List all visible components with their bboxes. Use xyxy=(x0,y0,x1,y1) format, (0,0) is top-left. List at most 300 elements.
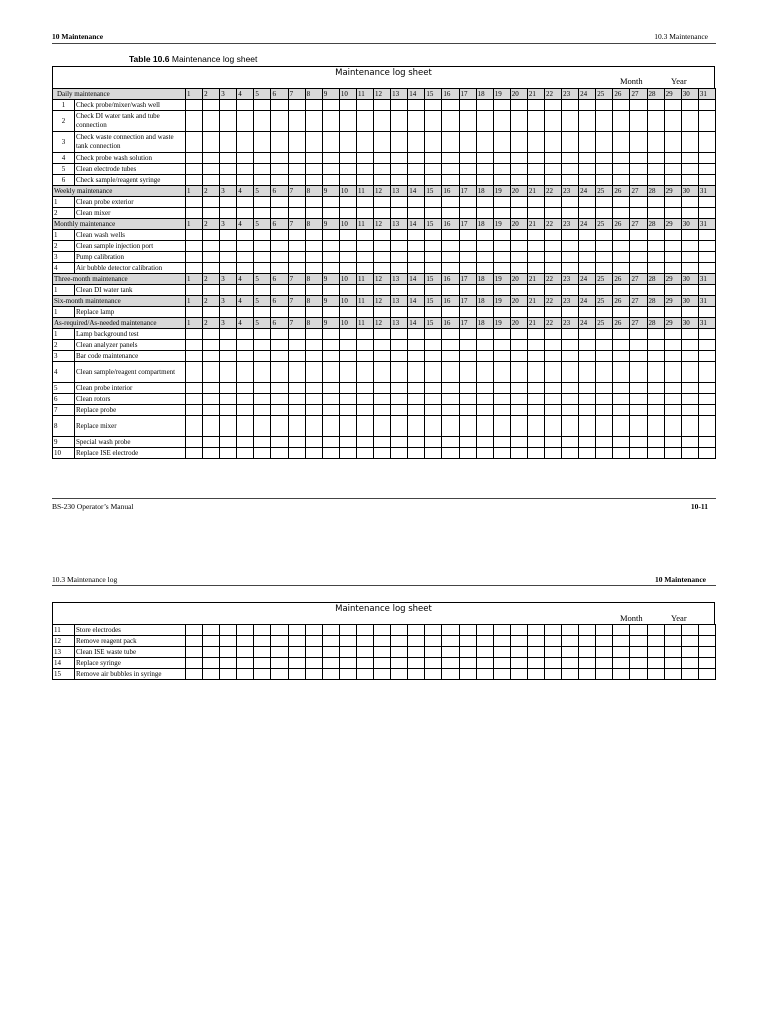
log-cell[interactable] xyxy=(493,252,510,263)
log-cell[interactable] xyxy=(186,394,203,405)
log-cell[interactable] xyxy=(237,416,254,437)
log-cell[interactable] xyxy=(305,100,322,111)
log-cell[interactable] xyxy=(356,153,373,164)
log-cell[interactable] xyxy=(186,658,203,669)
log-cell[interactable] xyxy=(356,208,373,219)
log-cell[interactable] xyxy=(220,153,237,164)
log-cell[interactable] xyxy=(493,132,510,153)
log-cell[interactable] xyxy=(579,208,596,219)
log-cell[interactable] xyxy=(254,625,271,636)
log-cell[interactable] xyxy=(510,329,527,340)
log-cell[interactable] xyxy=(305,351,322,362)
log-cell[interactable] xyxy=(203,208,220,219)
log-cell[interactable] xyxy=(459,405,476,416)
log-cell[interactable] xyxy=(237,307,254,318)
log-cell[interactable] xyxy=(220,329,237,340)
log-cell[interactable] xyxy=(681,448,698,459)
log-cell[interactable] xyxy=(630,416,647,437)
log-cell[interactable] xyxy=(408,362,425,383)
log-cell[interactable] xyxy=(271,111,288,132)
log-cell[interactable] xyxy=(408,329,425,340)
log-cell[interactable] xyxy=(562,351,579,362)
log-cell[interactable] xyxy=(305,307,322,318)
log-cell[interactable] xyxy=(476,132,493,153)
log-cell[interactable] xyxy=(271,405,288,416)
log-cell[interactable] xyxy=(425,285,442,296)
log-cell[interactable] xyxy=(203,625,220,636)
log-cell[interactable] xyxy=(305,111,322,132)
log-cell[interactable] xyxy=(698,448,715,459)
log-cell[interactable] xyxy=(203,100,220,111)
log-cell[interactable] xyxy=(237,448,254,459)
log-cell[interactable] xyxy=(220,416,237,437)
log-cell[interactable] xyxy=(322,669,339,680)
log-cell[interactable] xyxy=(356,383,373,394)
log-cell[interactable] xyxy=(220,405,237,416)
log-cell[interactable] xyxy=(562,252,579,263)
log-cell[interactable] xyxy=(237,241,254,252)
log-cell[interactable] xyxy=(391,405,408,416)
log-cell[interactable] xyxy=(681,647,698,658)
log-cell[interactable] xyxy=(220,197,237,208)
log-cell[interactable] xyxy=(544,658,561,669)
log-cell[interactable] xyxy=(562,285,579,296)
log-cell[interactable] xyxy=(459,636,476,647)
log-cell[interactable] xyxy=(322,351,339,362)
log-cell[interactable] xyxy=(544,111,561,132)
log-cell[interactable] xyxy=(596,416,613,437)
log-cell[interactable] xyxy=(425,647,442,658)
log-cell[interactable] xyxy=(237,175,254,186)
log-cell[interactable] xyxy=(562,153,579,164)
log-cell[interactable] xyxy=(254,100,271,111)
log-cell[interactable] xyxy=(322,230,339,241)
log-cell[interactable] xyxy=(305,658,322,669)
log-cell[interactable] xyxy=(237,100,254,111)
log-cell[interactable] xyxy=(647,658,664,669)
log-cell[interactable] xyxy=(527,197,544,208)
log-cell[interactable] xyxy=(579,307,596,318)
log-cell[interactable] xyxy=(562,448,579,459)
log-cell[interactable] xyxy=(562,197,579,208)
log-cell[interactable] xyxy=(544,351,561,362)
log-cell[interactable] xyxy=(527,132,544,153)
log-cell[interactable] xyxy=(237,647,254,658)
log-cell[interactable] xyxy=(220,437,237,448)
log-cell[interactable] xyxy=(237,669,254,680)
log-cell[interactable] xyxy=(237,405,254,416)
log-cell[interactable] xyxy=(613,197,630,208)
log-cell[interactable] xyxy=(613,437,630,448)
log-cell[interactable] xyxy=(613,263,630,274)
log-cell[interactable] xyxy=(374,285,391,296)
log-cell[interactable] xyxy=(374,416,391,437)
log-cell[interactable] xyxy=(356,340,373,351)
log-cell[interactable] xyxy=(425,307,442,318)
log-cell[interactable] xyxy=(203,416,220,437)
log-cell[interactable] xyxy=(271,285,288,296)
log-cell[interactable] xyxy=(544,241,561,252)
log-cell[interactable] xyxy=(630,263,647,274)
log-cell[interactable] xyxy=(271,340,288,351)
log-cell[interactable] xyxy=(579,636,596,647)
log-cell[interactable] xyxy=(459,197,476,208)
log-cell[interactable] xyxy=(442,647,459,658)
log-cell[interactable] xyxy=(681,340,698,351)
log-cell[interactable] xyxy=(647,241,664,252)
log-cell[interactable] xyxy=(391,394,408,405)
log-cell[interactable] xyxy=(254,362,271,383)
log-cell[interactable] xyxy=(442,153,459,164)
log-cell[interactable] xyxy=(579,394,596,405)
log-cell[interactable] xyxy=(510,636,527,647)
log-cell[interactable] xyxy=(339,658,356,669)
log-cell[interactable] xyxy=(562,230,579,241)
log-cell[interactable] xyxy=(493,416,510,437)
log-cell[interactable] xyxy=(664,100,681,111)
log-cell[interactable] xyxy=(391,263,408,274)
log-cell[interactable] xyxy=(544,362,561,383)
log-cell[interactable] xyxy=(476,285,493,296)
log-cell[interactable] xyxy=(698,252,715,263)
log-cell[interactable] xyxy=(544,263,561,274)
log-cell[interactable] xyxy=(493,647,510,658)
log-cell[interactable] xyxy=(459,658,476,669)
log-cell[interactable] xyxy=(579,669,596,680)
log-cell[interactable] xyxy=(391,153,408,164)
log-cell[interactable] xyxy=(288,263,305,274)
log-cell[interactable] xyxy=(339,416,356,437)
log-cell[interactable] xyxy=(356,164,373,175)
log-cell[interactable] xyxy=(459,175,476,186)
log-cell[interactable] xyxy=(527,252,544,263)
log-cell[interactable] xyxy=(203,636,220,647)
log-cell[interactable] xyxy=(476,636,493,647)
log-cell[interactable] xyxy=(527,448,544,459)
log-cell[interactable] xyxy=(630,625,647,636)
log-cell[interactable] xyxy=(442,175,459,186)
log-cell[interactable] xyxy=(339,394,356,405)
log-cell[interactable] xyxy=(459,132,476,153)
log-cell[interactable] xyxy=(664,437,681,448)
log-cell[interactable] xyxy=(203,383,220,394)
log-cell[interactable] xyxy=(220,340,237,351)
log-cell[interactable] xyxy=(356,307,373,318)
log-cell[interactable] xyxy=(425,252,442,263)
log-cell[interactable] xyxy=(391,351,408,362)
log-cell[interactable] xyxy=(527,625,544,636)
log-cell[interactable] xyxy=(220,100,237,111)
log-cell[interactable] xyxy=(203,437,220,448)
log-cell[interactable] xyxy=(476,230,493,241)
log-cell[interactable] xyxy=(339,636,356,647)
log-cell[interactable] xyxy=(254,132,271,153)
log-cell[interactable] xyxy=(288,405,305,416)
log-cell[interactable] xyxy=(459,437,476,448)
log-cell[interactable] xyxy=(288,625,305,636)
log-cell[interactable] xyxy=(288,362,305,383)
log-cell[interactable] xyxy=(408,437,425,448)
log-cell[interactable] xyxy=(220,658,237,669)
log-cell[interactable] xyxy=(493,164,510,175)
log-cell[interactable] xyxy=(579,448,596,459)
log-cell[interactable] xyxy=(203,329,220,340)
log-cell[interactable] xyxy=(544,252,561,263)
log-cell[interactable] xyxy=(305,175,322,186)
log-cell[interactable] xyxy=(391,208,408,219)
log-cell[interactable] xyxy=(425,175,442,186)
log-cell[interactable] xyxy=(186,263,203,274)
log-cell[interactable] xyxy=(493,351,510,362)
log-cell[interactable] xyxy=(254,111,271,132)
log-cell[interactable] xyxy=(493,658,510,669)
log-cell[interactable] xyxy=(425,329,442,340)
log-cell[interactable] xyxy=(630,230,647,241)
log-cell[interactable] xyxy=(339,230,356,241)
log-cell[interactable] xyxy=(664,383,681,394)
log-cell[interactable] xyxy=(203,658,220,669)
log-cell[interactable] xyxy=(408,111,425,132)
log-cell[interactable] xyxy=(254,329,271,340)
log-cell[interactable] xyxy=(186,175,203,186)
log-cell[interactable] xyxy=(664,132,681,153)
log-cell[interactable] xyxy=(271,636,288,647)
log-cell[interactable] xyxy=(613,153,630,164)
log-cell[interactable] xyxy=(186,351,203,362)
log-cell[interactable] xyxy=(356,100,373,111)
log-cell[interactable] xyxy=(476,351,493,362)
log-cell[interactable] xyxy=(527,100,544,111)
log-cell[interactable] xyxy=(322,307,339,318)
log-cell[interactable] xyxy=(510,362,527,383)
log-cell[interactable] xyxy=(544,448,561,459)
log-cell[interactable] xyxy=(630,252,647,263)
log-cell[interactable] xyxy=(510,625,527,636)
log-cell[interactable] xyxy=(630,153,647,164)
log-cell[interactable] xyxy=(630,437,647,448)
log-cell[interactable] xyxy=(562,111,579,132)
log-cell[interactable] xyxy=(391,230,408,241)
log-cell[interactable] xyxy=(305,197,322,208)
log-cell[interactable] xyxy=(613,416,630,437)
log-cell[interactable] xyxy=(339,241,356,252)
log-cell[interactable] xyxy=(493,111,510,132)
log-cell[interactable] xyxy=(527,362,544,383)
log-cell[interactable] xyxy=(630,669,647,680)
log-cell[interactable] xyxy=(442,230,459,241)
log-cell[interactable] xyxy=(254,658,271,669)
log-cell[interactable] xyxy=(374,307,391,318)
log-cell[interactable] xyxy=(254,394,271,405)
log-cell[interactable] xyxy=(476,669,493,680)
log-cell[interactable] xyxy=(493,362,510,383)
log-cell[interactable] xyxy=(322,263,339,274)
log-cell[interactable] xyxy=(596,329,613,340)
log-cell[interactable] xyxy=(647,437,664,448)
log-cell[interactable] xyxy=(374,132,391,153)
log-cell[interactable] xyxy=(237,351,254,362)
log-cell[interactable] xyxy=(271,100,288,111)
log-cell[interactable] xyxy=(220,647,237,658)
log-cell[interactable] xyxy=(596,285,613,296)
log-cell[interactable] xyxy=(613,241,630,252)
log-cell[interactable] xyxy=(391,647,408,658)
log-cell[interactable] xyxy=(288,416,305,437)
log-cell[interactable] xyxy=(203,241,220,252)
log-cell[interactable] xyxy=(203,394,220,405)
log-cell[interactable] xyxy=(476,448,493,459)
log-cell[interactable] xyxy=(203,285,220,296)
log-cell[interactable] xyxy=(254,351,271,362)
log-cell[interactable] xyxy=(681,416,698,437)
log-cell[interactable] xyxy=(322,448,339,459)
log-cell[interactable] xyxy=(271,362,288,383)
log-cell[interactable] xyxy=(647,636,664,647)
log-cell[interactable] xyxy=(305,263,322,274)
log-cell[interactable] xyxy=(664,208,681,219)
log-cell[interactable] xyxy=(476,100,493,111)
log-cell[interactable] xyxy=(527,111,544,132)
log-cell[interactable] xyxy=(356,175,373,186)
log-cell[interactable] xyxy=(374,252,391,263)
log-cell[interactable] xyxy=(459,362,476,383)
log-cell[interactable] xyxy=(288,307,305,318)
log-cell[interactable] xyxy=(596,230,613,241)
log-cell[interactable] xyxy=(322,164,339,175)
log-cell[interactable] xyxy=(339,329,356,340)
log-cell[interactable] xyxy=(271,241,288,252)
log-cell[interactable] xyxy=(596,175,613,186)
log-cell[interactable] xyxy=(664,362,681,383)
log-cell[interactable] xyxy=(305,625,322,636)
log-cell[interactable] xyxy=(630,307,647,318)
log-cell[interactable] xyxy=(220,111,237,132)
log-cell[interactable] xyxy=(442,252,459,263)
log-cell[interactable] xyxy=(613,132,630,153)
log-cell[interactable] xyxy=(544,230,561,241)
log-cell[interactable] xyxy=(630,329,647,340)
log-cell[interactable] xyxy=(356,416,373,437)
log-cell[interactable] xyxy=(322,625,339,636)
log-cell[interactable] xyxy=(664,164,681,175)
log-cell[interactable] xyxy=(562,132,579,153)
log-cell[interactable] xyxy=(579,263,596,274)
log-cell[interactable] xyxy=(288,208,305,219)
log-cell[interactable] xyxy=(510,153,527,164)
log-cell[interactable] xyxy=(186,669,203,680)
log-cell[interactable] xyxy=(698,329,715,340)
log-cell[interactable] xyxy=(356,394,373,405)
log-cell[interactable] xyxy=(254,285,271,296)
log-cell[interactable] xyxy=(476,416,493,437)
log-cell[interactable] xyxy=(186,197,203,208)
log-cell[interactable] xyxy=(408,197,425,208)
log-cell[interactable] xyxy=(220,285,237,296)
log-cell[interactable] xyxy=(408,340,425,351)
log-cell[interactable] xyxy=(698,416,715,437)
log-cell[interactable] xyxy=(220,636,237,647)
log-cell[interactable] xyxy=(374,208,391,219)
log-cell[interactable] xyxy=(459,164,476,175)
log-cell[interactable] xyxy=(698,636,715,647)
log-cell[interactable] xyxy=(630,636,647,647)
log-cell[interactable] xyxy=(356,362,373,383)
log-cell[interactable] xyxy=(288,164,305,175)
log-cell[interactable] xyxy=(442,241,459,252)
log-cell[interactable] xyxy=(613,340,630,351)
log-cell[interactable] xyxy=(254,437,271,448)
log-cell[interactable] xyxy=(664,669,681,680)
log-cell[interactable] xyxy=(647,175,664,186)
log-cell[interactable] xyxy=(254,340,271,351)
log-cell[interactable] xyxy=(305,230,322,241)
log-cell[interactable] xyxy=(374,164,391,175)
log-cell[interactable] xyxy=(613,307,630,318)
log-cell[interactable] xyxy=(374,405,391,416)
log-cell[interactable] xyxy=(186,329,203,340)
log-cell[interactable] xyxy=(681,307,698,318)
log-cell[interactable] xyxy=(527,340,544,351)
log-cell[interactable] xyxy=(596,405,613,416)
log-cell[interactable] xyxy=(664,405,681,416)
log-cell[interactable] xyxy=(681,111,698,132)
log-cell[interactable] xyxy=(391,252,408,263)
log-cell[interactable] xyxy=(698,383,715,394)
log-cell[interactable] xyxy=(510,647,527,658)
log-cell[interactable] xyxy=(579,658,596,669)
log-cell[interactable] xyxy=(527,658,544,669)
log-cell[interactable] xyxy=(374,636,391,647)
log-cell[interactable] xyxy=(271,394,288,405)
log-cell[interactable] xyxy=(698,153,715,164)
log-cell[interactable] xyxy=(203,340,220,351)
log-cell[interactable] xyxy=(374,329,391,340)
log-cell[interactable] xyxy=(408,164,425,175)
log-cell[interactable] xyxy=(271,153,288,164)
log-cell[interactable] xyxy=(271,625,288,636)
log-cell[interactable] xyxy=(459,230,476,241)
log-cell[interactable] xyxy=(613,285,630,296)
log-cell[interactable] xyxy=(596,647,613,658)
log-cell[interactable] xyxy=(459,307,476,318)
log-cell[interactable] xyxy=(527,230,544,241)
log-cell[interactable] xyxy=(254,153,271,164)
log-cell[interactable] xyxy=(579,383,596,394)
log-cell[interactable] xyxy=(596,111,613,132)
log-cell[interactable] xyxy=(220,230,237,241)
log-cell[interactable] xyxy=(186,647,203,658)
log-cell[interactable] xyxy=(186,100,203,111)
log-cell[interactable] xyxy=(647,625,664,636)
log-cell[interactable] xyxy=(527,208,544,219)
log-cell[interactable] xyxy=(681,241,698,252)
log-cell[interactable] xyxy=(288,329,305,340)
log-cell[interactable] xyxy=(459,625,476,636)
log-cell[interactable] xyxy=(698,658,715,669)
log-cell[interactable] xyxy=(442,658,459,669)
log-cell[interactable] xyxy=(391,111,408,132)
log-cell[interactable] xyxy=(391,448,408,459)
log-cell[interactable] xyxy=(339,340,356,351)
log-cell[interactable] xyxy=(664,416,681,437)
log-cell[interactable] xyxy=(647,307,664,318)
log-cell[interactable] xyxy=(322,252,339,263)
log-cell[interactable] xyxy=(476,164,493,175)
log-cell[interactable] xyxy=(459,241,476,252)
log-cell[interactable] xyxy=(356,285,373,296)
log-cell[interactable] xyxy=(493,437,510,448)
log-cell[interactable] xyxy=(288,340,305,351)
